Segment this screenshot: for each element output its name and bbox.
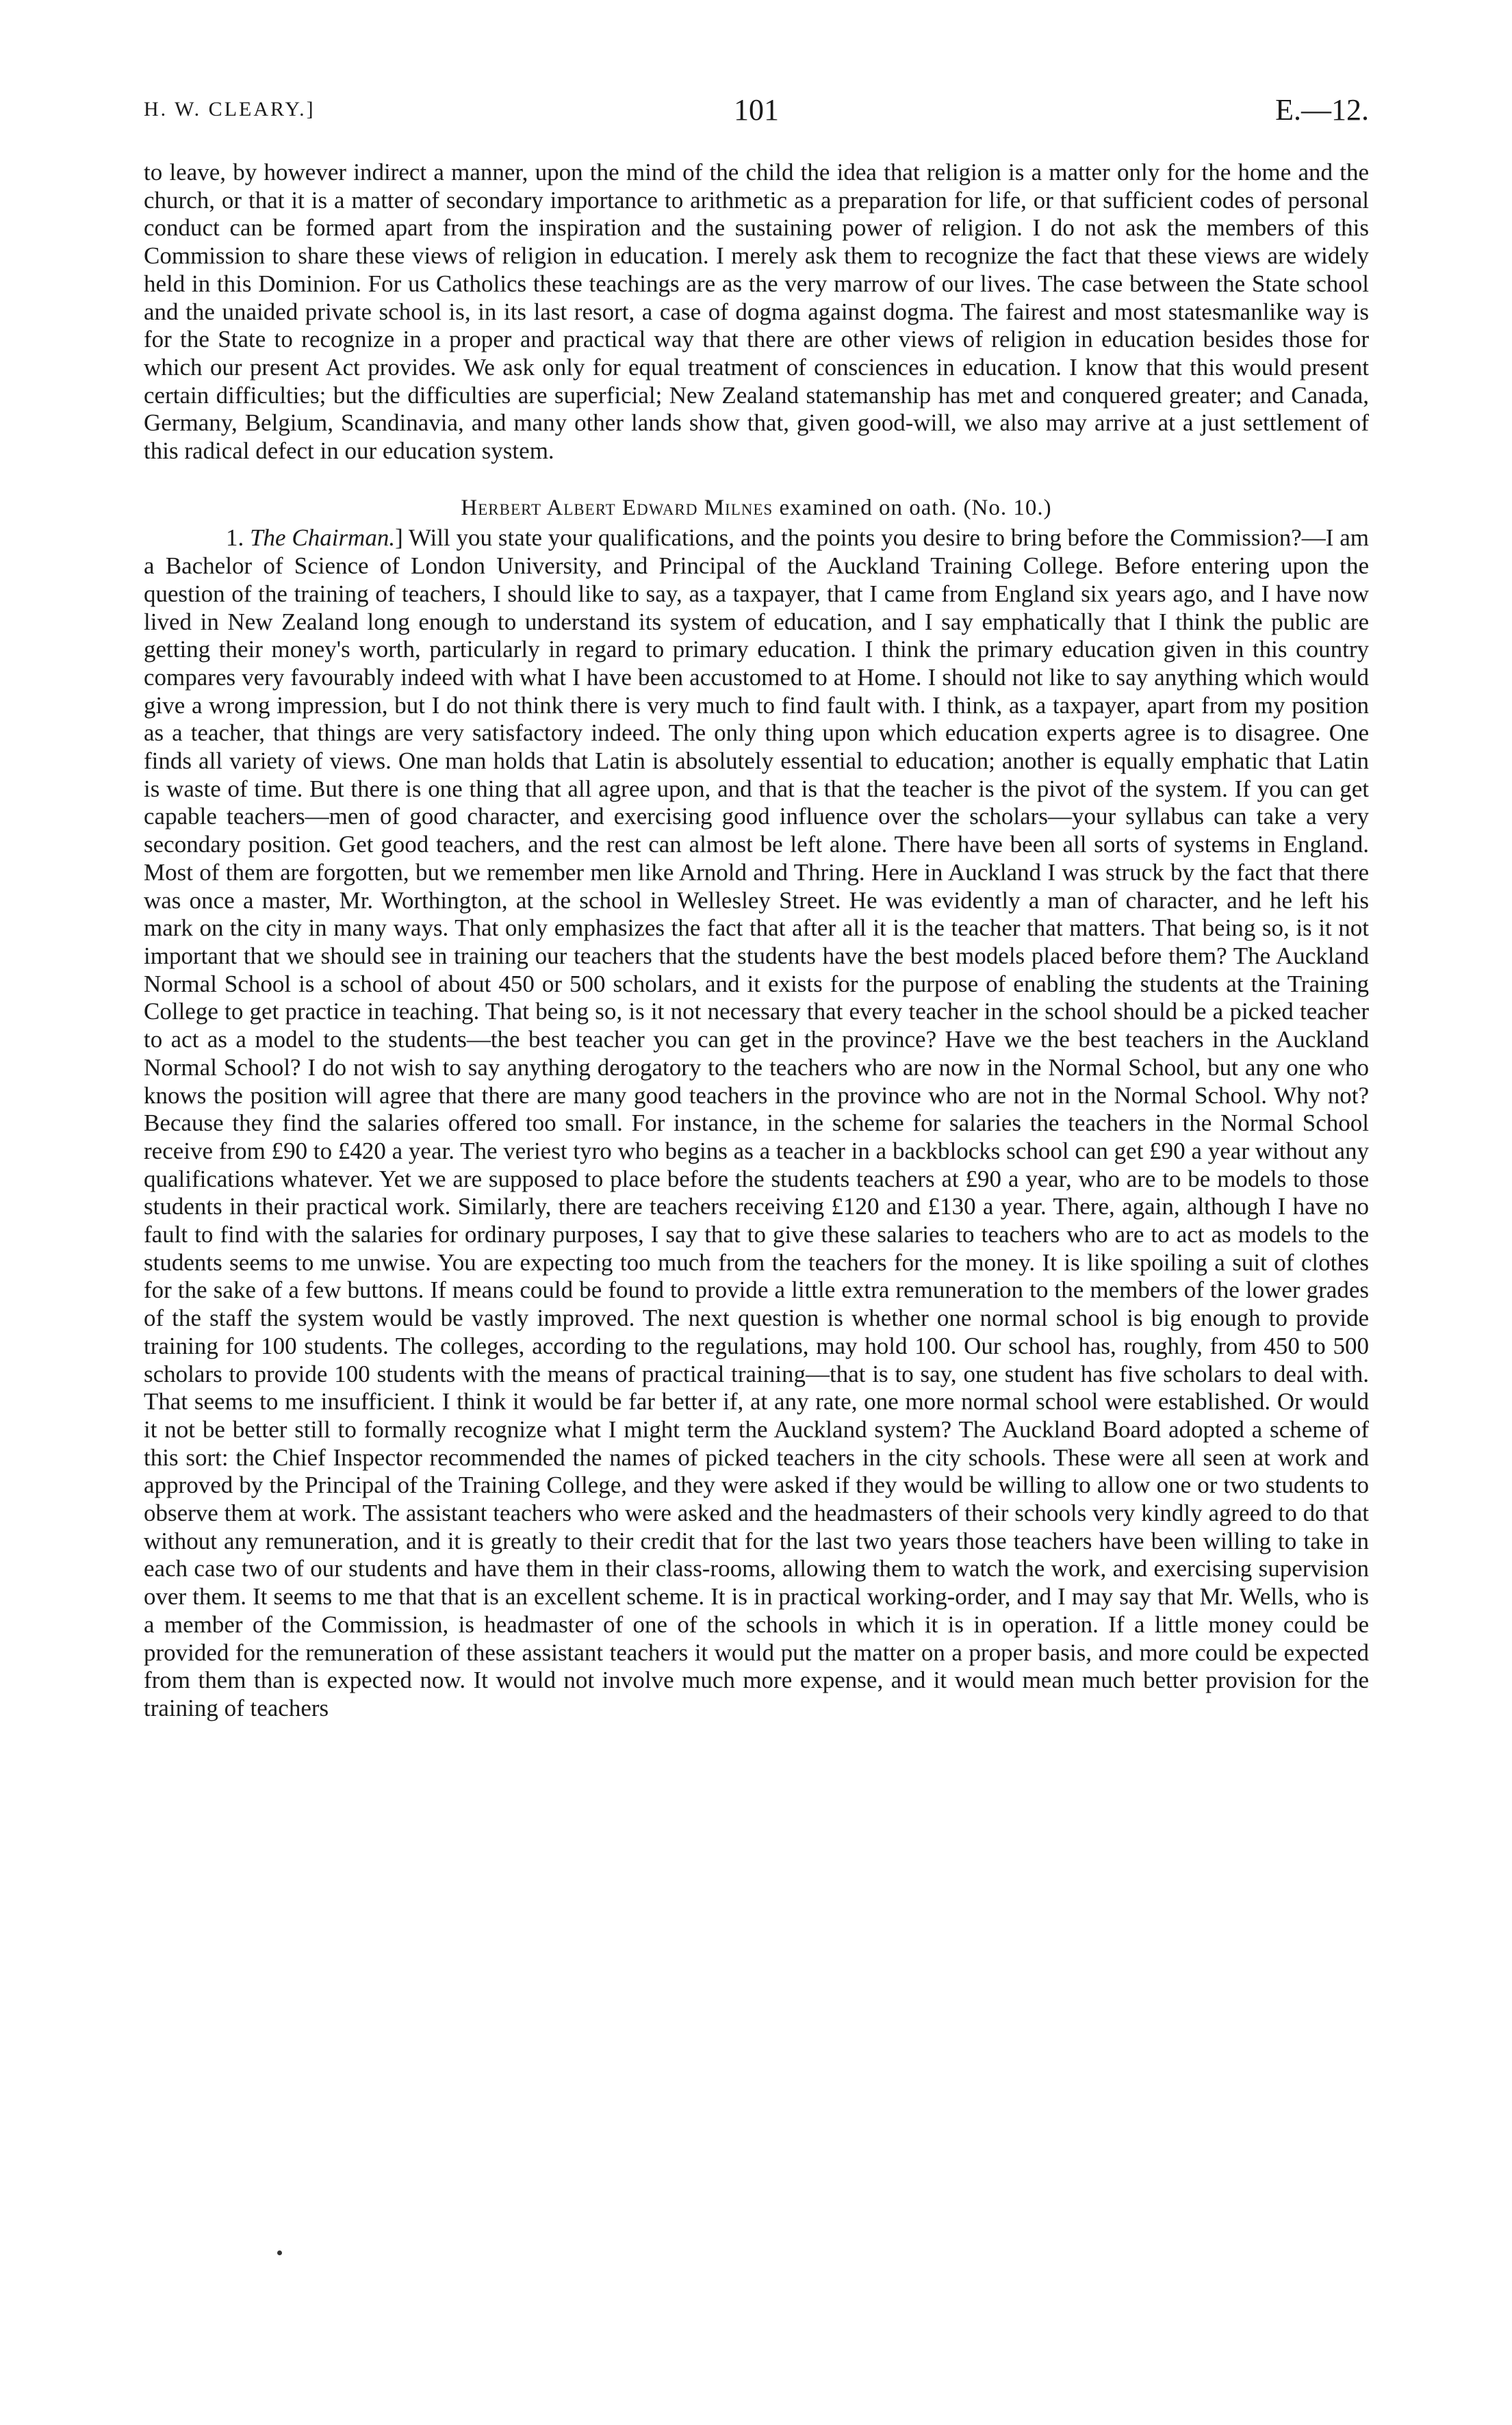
question-number: 1. <box>226 524 244 552</box>
header-witness-name: H. W. CLEARY.] <box>144 98 316 120</box>
witness-name: Herbert Albert Edward Milnes <box>461 495 773 520</box>
page-number: 101 <box>734 93 779 127</box>
witness-heading <box>144 494 1369 522</box>
examined-text: examined on oath. <box>779 495 958 520</box>
page-body <box>144 159 1369 1723</box>
document-code: E.—12. <box>1275 93 1369 127</box>
page-header <box>144 92 1369 133</box>
question-speaker: The Chairman. <box>250 524 396 552</box>
stray-mark <box>277 2250 282 2255</box>
question-paragraph <box>144 524 1369 1722</box>
witness-number: (No. 10.) <box>963 495 1052 520</box>
question-text: ] Will you state your qualifications, and the points you desire to bring before the Commission?—I am a Bachelor of Science of London University, and Principal of the Auckland Training College. Before entering upon the question of the training of teachers, I should like to say, as a taxpayer, that I came from England six years ago, and I have now lived in New Zealand long enough to understand its system of education, and I say emphatically that I think the public are getting their money's worth, particularly in regard to primary education. I think the primary education given in this country compares very favourably indeed with what I have been accustomed to at Home. I should not like to say anything which would give a wrong impression, but I do not think there is very much to find fault with. I think, as a taxpayer, apart from my position as a teacher, that things are very satisfactory indeed. The only thing upon which education experts agree is to disagree. One finds all variety of views. One man holds that Latin is absolutely essential to education; another is equally emphatic that Latin is waste of time. But there is one thing that all agree upon, and that is that the teacher is the pivot of the system. If you can get capable teachers—men of good character, and exercising good influence over the scholars—your syllabus can take a very secondary position. Get good teachers, and the rest can almost be left alone. There have been all sorts of systems in England. Most of them are forgotten, but we remember men like Arnold and Thring. Here in Auckland I was struck by the fact that there was once a master, Mr. Worthington, at the school in Wellesley Street. He was evidently a man of character, and he left his mark on the city in many ways. That only emphasizes the fact that after all it is the teacher that matters. That being so, is it not important that we should see in training our teachers that the students have the best models placed before them? The Auckland Normal School is a school of about 450 or 500 scholars, and it exists for the purpose of enabling the students at the Training College to get practice in teaching. That being so, is it not necessary that every teacher in the school should be a picked teacher to act as a model to the students—the best teacher you can get in the province? Have we the best teachers in the Auckland Normal School? I do not wish to say anything derogatory to the teachers who are now in the Normal School, but any one who knows the position will agree that there are many good teachers in the province who are not in the Normal School. Why not? Because they find the salaries offered too small. For instance, in the scheme for salaries the teachers in the Normal School receive from £90 to £420 a year. The veriest tyro who begins as a teacher in a backblocks school can get £90 a year without any qualifications whatever. Yet we are supposed to place before the students teachers at £90 a year, who are to be models to those students in their practical work. Similarly, there are teachers receiving £120 and £130 a year. There, again, although I have no fault to find with the salaries for ordinary purposes, I say that to give these salaries to teachers who are to act as models to the students seems to me unwise. You are expecting too much from the teachers for the money. It is like spoiling a suit of clothes for the sake of a few buttons. If means could be found to provide a little extra remuneration to the members of the lower grades of the staff the system would be vastly improved. The next question is whether one normal school is big enough to provide training for 100 students. The colleges, according to the regulations, may hold 100. Our school has, roughly, from 450 to 500 scholars to provide 100 students with the means of practical training—that is to say, one student has five scholars to deal with. That seems to me insufficient. I think it would be far better if, at any rate, one more normal school were established. Or would it not be better still to formally recognize what I might term the Auckland system? The Auckland Board adopted a scheme of this sort: the Chief Inspector recommended the names of picked teachers in the city schools. These were all seen at work and approved by the Principal of the Training College, and they were asked if they would be willing to allow one or two students to observe them at work. The assistant teachers who were asked and the headmasters of their schools very kindly agreed to do that without any remuneration, and it is greatly to their credit that for the last two years those teachers have been willing to take in each case two of our students and have them in their class-rooms, allowing them to watch the work, and exercising supervision over them. It seems to me that that is an excellent scheme. It is in practical working-order, and I may say that Mr. Wells, who is a member of the Commission, is headmaster of one of the schools in which it is in operation. If a little money could be provided for the remuneration of these assistant teachers it would put the matter on a proper basis, and more could be expected from them than is expected now. It would not involve much more expense, and it would mean much better provision for the training of teachers <box>144 524 1370 1721</box>
opening-paragraph: to leave, by however indirect a manner, upon the mind of the child the idea that religion is a matter only for the home and the church, or that it is a matter of secondary importance to arithmetic as a preparation for life, or that sufficient codes of personal conduct can be formed apart from the inspiration and the sustaining power of religion. I do not ask the members of this Commission to share these views of religion in education. I merely ask them to recognize the fact that these views are widely held in this Dominion. For us Catholics these teachings are as the very marrow of our lives. The case between the State school and the unaided private school is, in its last resort, a case of dogma against dogma. The fairest and most statesmanlike way is for the State to recognize in a proper and practical way that there are other views of religion in education besides those for which our present Act provides. We ask only for equal treatment of consciences in education. I know that this would present certain difficulties; but the difficulties are superficial; New Zealand statemanship has met and conquered greater; and Canada, Germany, Belgium, Scandinavia, and many other lands show that, given good-will, we also may arrive at a just settlement of this radical defect in our education system. <box>144 159 1369 465</box>
